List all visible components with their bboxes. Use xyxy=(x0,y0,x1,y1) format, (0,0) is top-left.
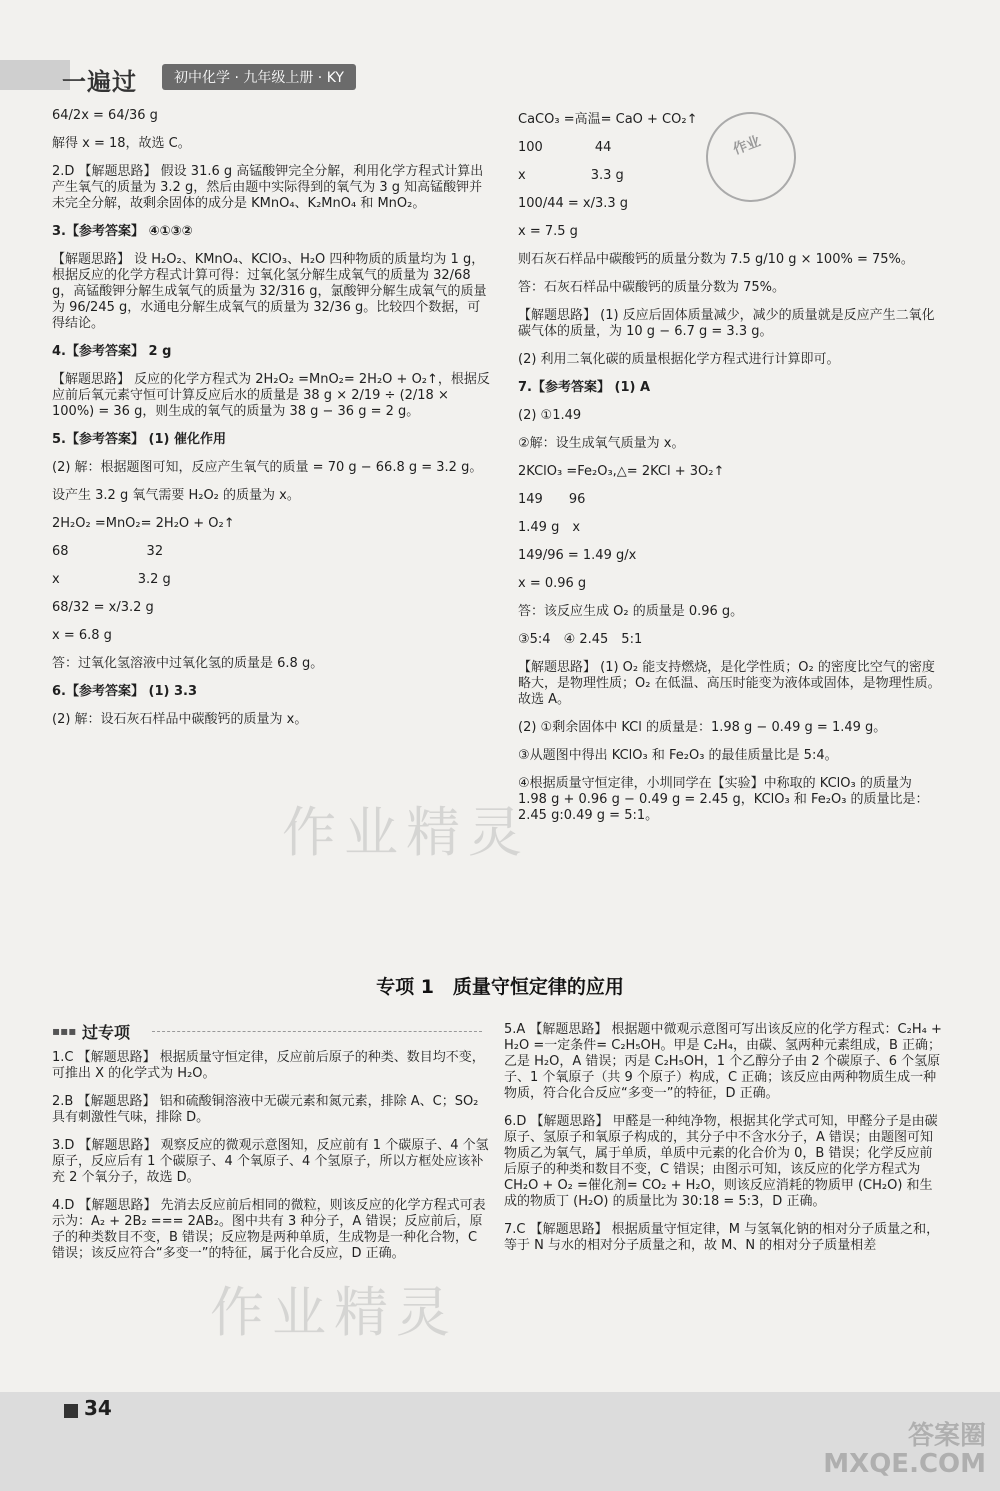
paragraph: 64/2x = 64/36 g xyxy=(52,108,158,123)
paragraph: ④根据质量守恒定律，小圳同学在【实验】中称取的 KClO₃ 的质量为 1.98 g + 0.96 g − 0.49 g = 2.45 g，KClO₃ 和 Fe₂O₃ 的质量比是：2.45 g:0.49 g = 5:1。 xyxy=(518,776,929,823)
left-column xyxy=(52,108,490,740)
paragraph: 6.【参考答案】 (1) 3.3 xyxy=(52,684,197,699)
equation: 2KClO₃ =Fe₂O₃,△= 2KCl + 3O₂↑ xyxy=(518,464,725,479)
bottom-right-column xyxy=(504,1022,944,1266)
paragraph: 3.D 【解题思路】 观察反应的微观示意图知，反应前有 1 个碳原子、4 个氢原子，反应后有 1 个碳原子、4 个氧原子、4 个氢原子，所以方框处应该补充 2 个氧分子，故选 D。 xyxy=(52,1138,489,1185)
paragraph: ③5:4 ④ 2.45 5:1 xyxy=(518,632,643,647)
paragraph: 设产生 3.2 g 氧气需要 H₂O₂ 的质量为 x。 xyxy=(52,488,300,503)
paragraph: x = 6.8 g xyxy=(52,628,112,643)
paragraph: (2) 利用二氧化碳的质量根据化学方程式进行计算即可。 xyxy=(518,352,840,367)
section-subhead xyxy=(52,1020,492,1040)
paragraph: 3.【参考答案】 ④①③② xyxy=(52,224,193,239)
paragraph: (2) 解：设石灰石样品中碳酸钙的质量为 x。 xyxy=(52,712,308,727)
paragraph: 7.【参考答案】 (1) A xyxy=(518,380,651,395)
paragraph: ②解：设生成氧气质量为 x。 xyxy=(518,436,685,451)
paragraph: 2.D 【解题思路】 假设 31.6 g 高锰酸钾完全分解，利用化学方程式计算出产生氧气的质量为 3.2 g，然后由题中实际得到的氧气为 3 g 知高锰酸钾并未完全分解，故剩余固体的成分是 KMnO₄、K₂MnO₄ 和 MnO₂。 xyxy=(52,164,484,211)
divider xyxy=(152,1031,482,1032)
watermark-text: 作业精灵 xyxy=(210,1281,458,1344)
paragraph: 4.【参考答案】 2 g xyxy=(52,344,172,359)
equation: 100/44 = x/3.3 g xyxy=(518,196,629,211)
equation: x 3.3 g xyxy=(518,168,624,183)
paragraph: (2) ①1.49 xyxy=(518,408,582,423)
paragraph: 1.C 【解题思路】 根据质量守恒定律，反应前后原子的种类、数目均不变，可推出 X 的化学式为 H₂O。 xyxy=(52,1050,485,1081)
equation: 1.49 g x xyxy=(518,520,581,535)
book-tag: 初中化学 · 九年级上册 · KY xyxy=(162,64,356,90)
site-watermark xyxy=(823,1422,986,1478)
paragraph: 2.B 【解题思路】 铝和硫酸铜溶液中无碳元素和氮元素，排除 A、C；SO₂ 具有刺激性气味，排除 D。 xyxy=(52,1094,479,1125)
equation: x 3.2 g xyxy=(52,572,171,587)
page-header xyxy=(0,60,380,94)
site-watermark-name: 答案圈 xyxy=(907,1421,986,1451)
subhead-label: 过专项 xyxy=(82,1023,131,1042)
equation: 100 44 xyxy=(518,140,612,155)
equation: 68 32 xyxy=(52,544,164,559)
paragraph: 【解题思路】 (1) O₂ 能支持燃烧，是化学性质；O₂ 的密度比空气的密度略大，是物理性质；O₂ 在低温、高压时能变为液体或固体，是物理性质。故选 A。 xyxy=(518,660,941,707)
homework-stamp: 作业 xyxy=(693,99,808,214)
equation: 2H₂O₂ =MnO₂= 2H₂O + O₂↑ xyxy=(52,516,235,531)
right-column xyxy=(518,112,942,836)
paragraph: 5.【参考答案】 (1) 催化作用 xyxy=(52,432,226,447)
paragraph: 【解题思路】 反应的化学方程式为 2H₂O₂ =MnO₂= 2H₂O + O₂↑，根据反应前后氧元素守恒可计算反应后水的质量是 38 g × 2/19 ÷ (2/18 × 100%) = 36 g，则生成的氧气的质量为 38 g − 36 g = 2 g。 xyxy=(52,372,490,419)
brand-logo: 一遍过 xyxy=(62,67,137,96)
page-number: 34 xyxy=(84,1396,112,1420)
equation: 149 96 xyxy=(518,492,586,507)
header-gray-bar xyxy=(0,60,70,90)
paragraph: 4.D 【解题思路】 先消去反应前后相同的微粒，则该反应的化学方程式可表示为：A₂ + 2B₂ === 2AB₂。图中共有 3 种分子，A 错误；反应前后，原子的种类数目不变，B 错误；反应物是两种单质，生成物是一种化合物，C 错误；该反应符合“多变一”的特征，属于化合反应，D 正确。 xyxy=(52,1198,486,1261)
equation: CaCO₃ =高温= CaO + CO₂↑ xyxy=(518,112,698,127)
equation: 68/32 = x/3.2 g xyxy=(52,600,154,615)
paragraph: 答：过氧化氢溶液中过氧化氢的质量是 6.8 g。 xyxy=(52,656,324,671)
paragraph: ③从题图中得出 KClO₃ 和 Fe₂O₃ 的最佳质量比是 5:4。 xyxy=(518,748,838,763)
dots-icon: ▪▪▪ xyxy=(52,1024,77,1038)
paragraph: 6.D 【解题思路】 甲醛是一种纯净物，根据其化学式可知，甲醛分子是由碳原子、氢原子和氧原子构成的，其分子中不含水分子，A 错误；由题图可知物质乙为氧气，属于单质，单质中元素的化合价为 0，B 错误；化学反应前后原子的种类和数目不变，C 错误；由图示可知，该反应的化学方程式为 CH₂O + O₂ =催化剂= CO₂ + H₂O，则该反应消耗的物质甲 (CH₂O) 和生成的物质丁 (H₂O) 的质量比为 30:18 = 5:3，D 正确。 xyxy=(504,1114,938,1209)
paragraph: 答：石灰石样品中碳酸钙的质量分数为 75%。 xyxy=(518,280,786,295)
paragraph: 则石灰石样品中碳酸钙的质量分数为 7.5 g/10 g × 100% = 75%。 xyxy=(518,252,914,267)
paragraph: 【解题思路】 设 H₂O₂、KMnO₄、KClO₃、H₂O 四种物质的质量均为 1 g，根据反应的化学方程式计算可得：过氧化氢分解生成氧气的质量为 32/68 g，高锰酸钾分解生成氧气的质量为 32/316 g，氯酸钾分解生成氧气的质量为 96/245 g，水通电分解生成氧气的质量为 32/36 g。比较四个数据，可得结论。 xyxy=(52,252,487,331)
bottom-left-column xyxy=(52,1050,490,1274)
page-marker-icon xyxy=(64,1404,78,1418)
paragraph: (2) 解：根据题图可知，反应产生氧气的质量 = 70 g − 66.8 g = 3.2 g。 xyxy=(52,460,483,475)
paragraph: 7.C 【解题思路】 根据质量守恒定律，M 与氢氧化钠的相对分子质量之和，等于 N 与水的相对分子质量之和，故 M、N 的相对分子质量相差 xyxy=(504,1222,940,1253)
paragraph: (2) ①剩余固体中 KCl 的质量是：1.98 g − 0.49 g = 1.49 g。 xyxy=(518,720,887,735)
paragraph: 答：该反应生成 O₂ 的质量是 0.96 g。 xyxy=(518,604,744,619)
section-title: 专项 1 质量守恒定律的应用 xyxy=(376,976,624,998)
paragraph: 5.A 【解题思路】 根据题中微观示意图可写出该反应的化学方程式：C₂H₄ + H₂O =一定条件= C₂H₅OH。甲是 C₂H₄，由碳、氢两种元素组成，B 正确；乙是 H₂O，A 错误；丙是 C₂H₅OH，1 个乙醇分子由 2 个碳原子、6 个氢原子、1 个氧原子（共 9 个原子）构成，C 正确；该反应由两种物质生成一种物质，符合化合反应“多变一”的特征，D 正确。 xyxy=(504,1022,942,1101)
paragraph: 解得 x = 18，故选 C。 xyxy=(52,136,191,151)
paragraph: x = 7.5 g xyxy=(518,224,578,239)
page-footer xyxy=(0,1392,1000,1491)
equation: 149/96 = 1.49 g/x xyxy=(518,548,637,563)
site-watermark-url: MXQE.COM xyxy=(823,1449,986,1479)
watermark-text: 作业精灵 xyxy=(282,801,530,864)
paragraph: 【解题思路】 (1) 反应后固体质量减少，减少的质量就是反应产生二氧化碳气体的质量，为 10 g − 6.7 g = 3.3 g。 xyxy=(518,308,935,339)
paragraph: x = 0.96 g xyxy=(518,576,587,591)
